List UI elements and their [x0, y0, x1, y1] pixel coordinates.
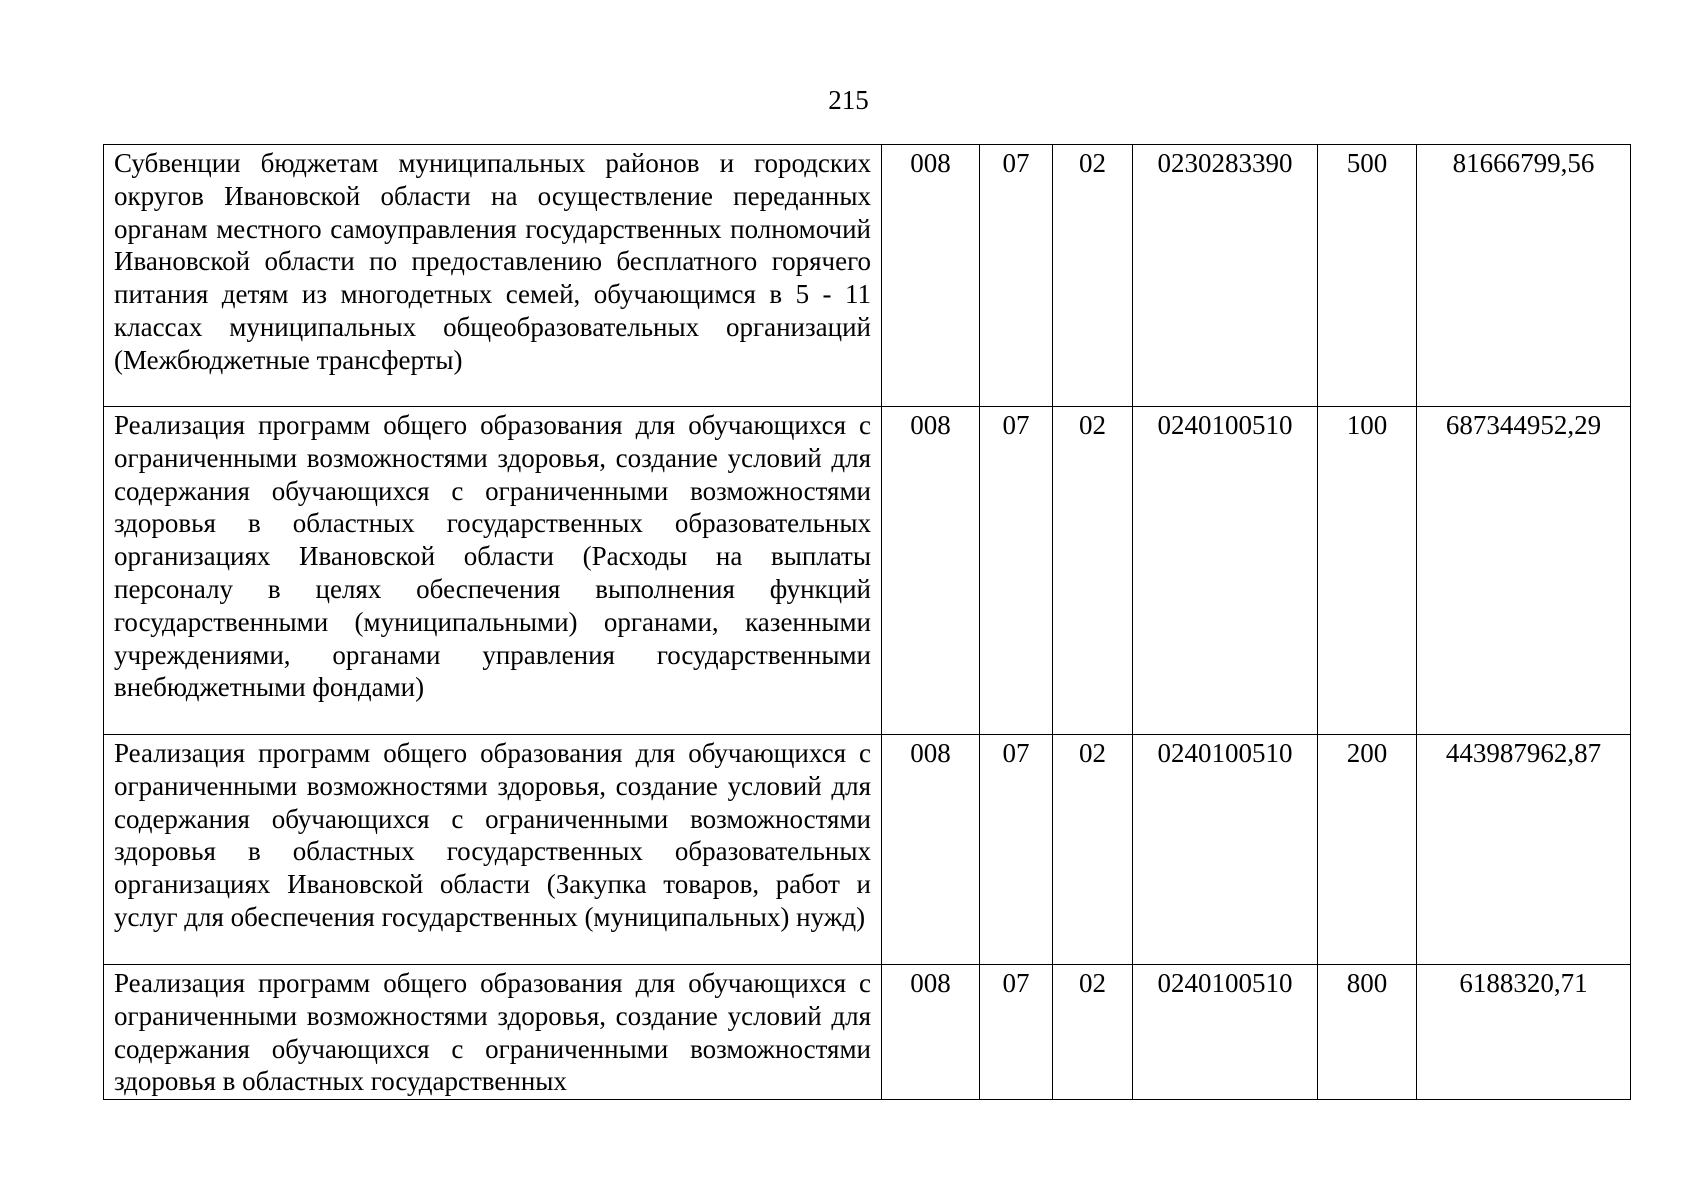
amount-value: 6188320,71: [1417, 965, 1631, 1100]
subsection-code: 02: [1053, 407, 1133, 735]
section-code: 07: [980, 145, 1053, 407]
section-code: 07: [980, 965, 1053, 1100]
target-article-code: 0230283390: [1133, 145, 1318, 407]
ministry-code: 008: [882, 735, 980, 965]
amount-value: 443987962,87: [1417, 735, 1631, 965]
ministry-code: 008: [882, 407, 980, 735]
section-code: 07: [980, 407, 1053, 735]
expense-type-code: 200: [1318, 735, 1417, 965]
budget-table: [103, 144, 1631, 1100]
row-description: Реализация программ общего образования для обучающихся с ограниченными возможностями здоровья, создание условий для содержания обучающихся с ограниченными возможностями здоровья в областных государственных образовательных организациях Ивановской области (Расходы на выплаты персоналу в целях обеспечения выполнения функций государственными (муниципальными) органами, казенными учреждениями, органами управления государственными внебюджетными фондами): [104, 407, 882, 735]
ministry-code: 008: [882, 145, 980, 407]
row-description: Реализация программ общего образования для обучающихся с ограниченными возможностями здоровья, создание условий для содержания обучающихся с ограниченными возможностями здоровья в областных государственных образовательных организациях Ивановской области (Закупка товаров, работ и услуг для обеспечения государственных (муниципальных) нужд): [104, 735, 882, 965]
subsection-code: 02: [1053, 965, 1133, 1100]
subsection-code: 02: [1053, 145, 1133, 407]
table-row: [104, 735, 1631, 965]
page-number: 215: [828, 85, 869, 115]
section-code: 07: [980, 735, 1053, 965]
table-row: [104, 145, 1631, 407]
expense-type-code: 100: [1318, 407, 1417, 735]
amount-value: 81666799,56: [1417, 145, 1631, 407]
table-row: [104, 407, 1631, 735]
target-article-code: 0240100510: [1133, 735, 1318, 965]
ministry-code: 008: [882, 965, 980, 1100]
target-article-code: 0240100510: [1133, 965, 1318, 1100]
table-row: [104, 965, 1631, 1100]
expense-type-code: 800: [1318, 965, 1417, 1100]
row-description: Реализация программ общего образования для обучающихся с ограниченными возможностями здоровья, создание условий для содержания обучающихся с ограниченными возможностями здоровья в областных государственных: [104, 965, 882, 1100]
row-description: Субвенции бюджетам муниципальных районов и городских округов Ивановской области на осуществление переданных органам местного самоуправления государственных полномочий Ивановской области по предоставлению бесплатного горячего питания детям из многодетных семей, обучающимся в 5 - 11 классах муниципальных общеобразовательных организаций (Межбюджетные трансферты): [104, 145, 882, 407]
amount-value: 687344952,29: [1417, 407, 1631, 735]
subsection-code: 02: [1053, 735, 1133, 965]
expense-type-code: 500: [1318, 145, 1417, 407]
target-article-code: 0240100510: [1133, 407, 1318, 735]
